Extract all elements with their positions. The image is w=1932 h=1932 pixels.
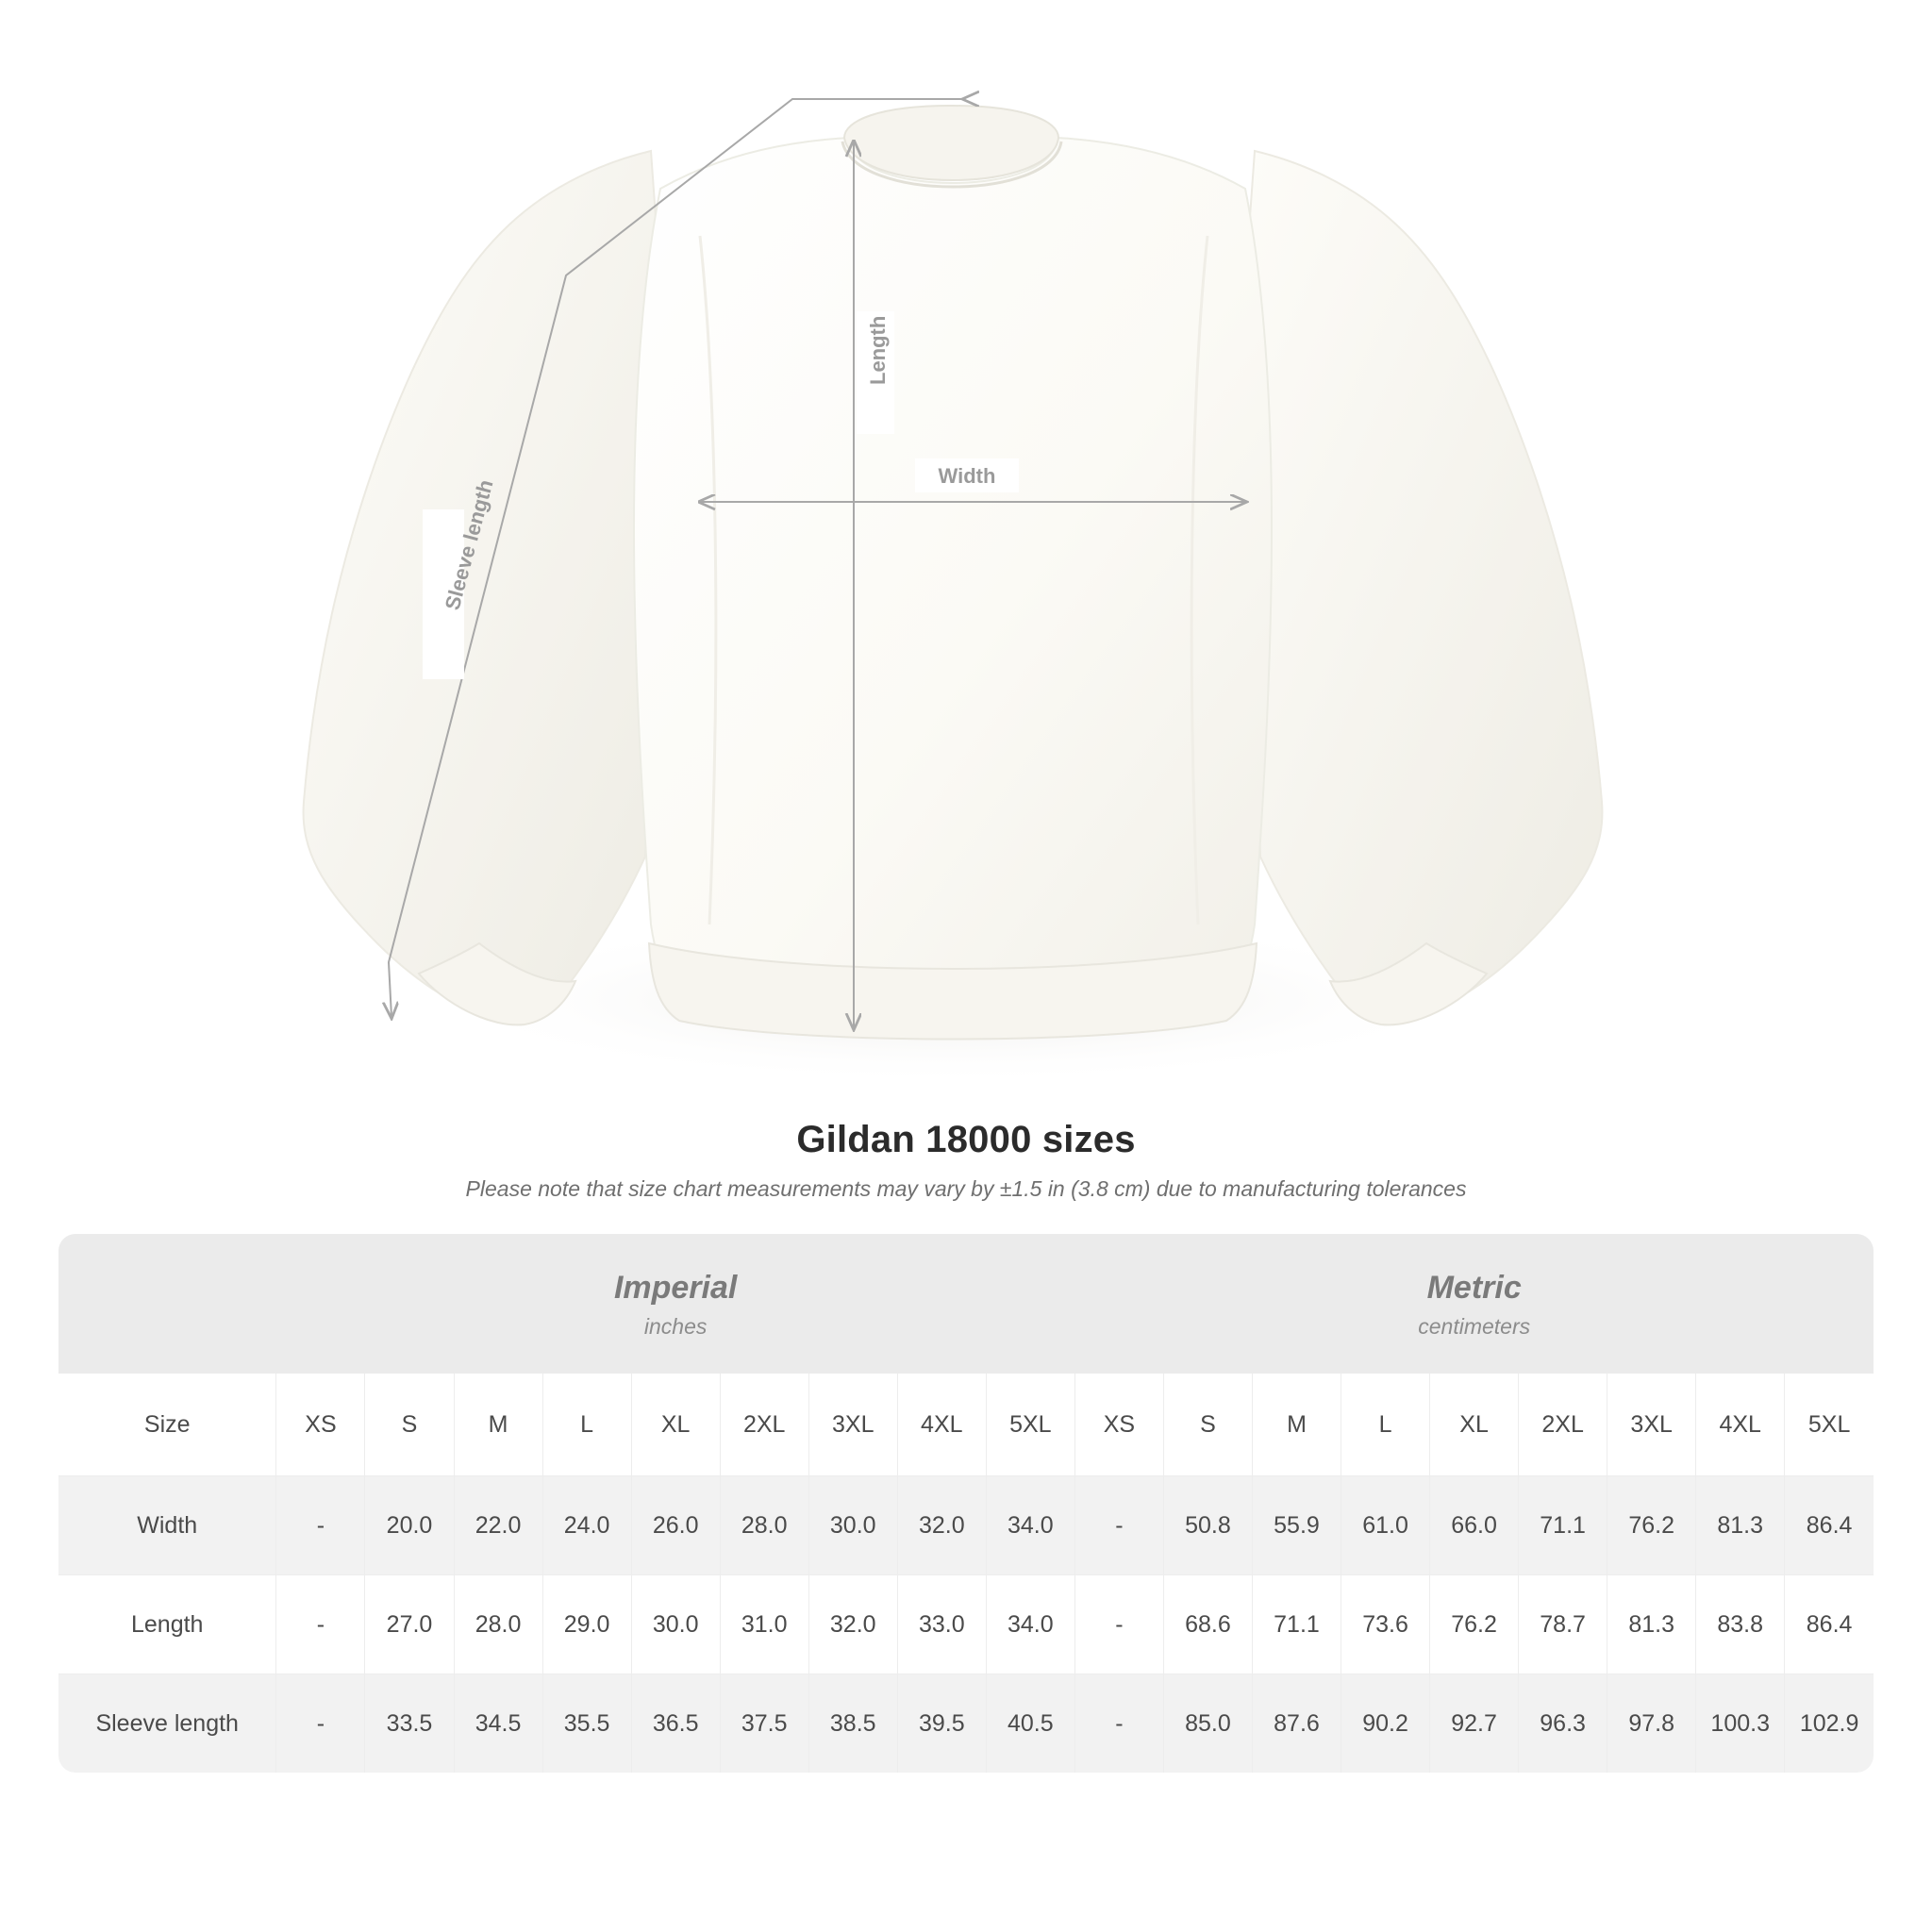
header-size-l-imperial: L	[542, 1374, 631, 1476]
unit-group-metric	[1074, 1234, 1874, 1374]
cell-sleeve-4: 36.5	[631, 1674, 720, 1774]
cell-length-8: 34.0	[986, 1575, 1074, 1674]
cell-sleeve-9: -	[1074, 1674, 1163, 1774]
header-size-xs-imperial: XS	[276, 1374, 365, 1476]
header-size-4xl-imperial: 4XL	[897, 1374, 986, 1476]
cell-length-17: 86.4	[1785, 1575, 1874, 1674]
tolerance-note: Please note that size chart measurements may vary by ±1.5 in (3.8 cm) due to manufacturing tolerances	[465, 1176, 1467, 1201]
cell-width-14: 71.1	[1519, 1476, 1607, 1575]
cell-length-15: 81.3	[1607, 1575, 1696, 1674]
sweatshirt-graphic	[304, 106, 1603, 1040]
cell-width-13: 66.0	[1430, 1476, 1519, 1575]
header-size-s-metric: S	[1163, 1374, 1252, 1476]
cell-sleeve-1: 33.5	[365, 1674, 454, 1774]
row-label-length: Length	[58, 1575, 276, 1674]
cell-width-12: 61.0	[1341, 1476, 1430, 1575]
size-table	[58, 1234, 1874, 1773]
cell-sleeve-8: 40.5	[986, 1674, 1074, 1774]
unit-metric-sub: centimeters	[1418, 1313, 1531, 1339]
cell-length-6: 32.0	[808, 1575, 897, 1674]
width-label: Width	[938, 464, 996, 488]
cell-width-0: -	[276, 1476, 365, 1575]
cell-width-3: 24.0	[542, 1476, 631, 1575]
cell-sleeve-14: 96.3	[1519, 1674, 1607, 1774]
header-size-s-imperial: S	[365, 1374, 454, 1476]
cell-sleeve-0: -	[276, 1674, 365, 1774]
cell-width-8: 34.0	[986, 1476, 1074, 1575]
header-size-3xl-metric: 3XL	[1607, 1374, 1696, 1476]
cell-length-5: 31.0	[720, 1575, 808, 1674]
cell-length-3: 29.0	[542, 1575, 631, 1674]
row-label-width: Width	[58, 1476, 276, 1575]
table-header-row	[58, 1374, 1874, 1476]
cell-sleeve-6: 38.5	[808, 1674, 897, 1774]
cell-width-16: 81.3	[1696, 1476, 1785, 1575]
header-size-3xl-imperial: 3XL	[808, 1374, 897, 1476]
cell-length-13: 76.2	[1430, 1575, 1519, 1674]
cell-length-14: 78.7	[1519, 1575, 1607, 1674]
unit-metric-label: Metric	[1426, 1270, 1522, 1307]
cell-width-17: 86.4	[1785, 1476, 1874, 1575]
cell-width-10: 50.8	[1163, 1476, 1252, 1575]
cell-width-6: 30.0	[808, 1476, 897, 1575]
table-row	[58, 1575, 1874, 1674]
header-size-m-imperial: M	[454, 1374, 542, 1476]
table-row	[58, 1674, 1874, 1774]
unit-group-imperial	[276, 1234, 1074, 1374]
cell-sleeve-13: 92.7	[1430, 1674, 1519, 1774]
length-label: Length	[866, 315, 890, 385]
cell-length-10: 68.6	[1163, 1575, 1252, 1674]
cell-length-0: -	[276, 1575, 365, 1674]
cell-sleeve-5: 37.5	[720, 1674, 808, 1774]
row-label-sleeve-length: Sleeve length	[58, 1674, 276, 1774]
header-size: Size	[58, 1374, 276, 1476]
header-size-5xl-metric: 5XL	[1785, 1374, 1874, 1476]
header-size-xl-imperial: XL	[631, 1374, 720, 1476]
cell-sleeve-12: 90.2	[1341, 1674, 1430, 1774]
cell-sleeve-17: 102.9	[1785, 1674, 1874, 1774]
cell-sleeve-15: 97.8	[1607, 1674, 1696, 1774]
unit-imperial-label: Imperial	[613, 1270, 738, 1307]
table-row	[58, 1476, 1874, 1575]
header-size-xs-metric: XS	[1074, 1374, 1163, 1476]
cell-width-4: 26.0	[631, 1476, 720, 1575]
cell-sleeve-2: 34.5	[454, 1674, 542, 1774]
unit-imperial-sub: inches	[643, 1313, 708, 1339]
cell-width-11: 55.9	[1252, 1476, 1341, 1575]
unit-banner-row	[58, 1234, 1874, 1374]
title-block	[0, 1119, 1932, 1202]
cell-width-5: 28.0	[720, 1476, 808, 1575]
cell-length-12: 73.6	[1341, 1575, 1430, 1674]
size-table-wrapper	[58, 1234, 1874, 1773]
cell-width-7: 32.0	[897, 1476, 986, 1575]
cell-width-1: 20.0	[365, 1476, 454, 1575]
header-size-m-metric: M	[1252, 1374, 1341, 1476]
cell-length-7: 33.0	[897, 1575, 986, 1674]
cell-sleeve-11: 87.6	[1252, 1674, 1341, 1774]
sleeve-length-label: Sleeve length	[440, 476, 498, 613]
header-size-2xl-metric: 2XL	[1519, 1374, 1607, 1476]
cell-length-2: 28.0	[454, 1575, 542, 1674]
cell-length-16: 83.8	[1696, 1575, 1785, 1674]
cell-sleeve-10: 85.0	[1163, 1674, 1252, 1774]
page-title: Gildan 18000 sizes	[796, 1119, 1136, 1160]
cell-sleeve-7: 39.5	[897, 1674, 986, 1774]
table-corner-cell	[58, 1234, 276, 1374]
cell-sleeve-3: 35.5	[542, 1674, 631, 1774]
cell-length-11: 71.1	[1252, 1575, 1341, 1674]
header-size-5xl-imperial: 5XL	[986, 1374, 1074, 1476]
cell-width-15: 76.2	[1607, 1476, 1696, 1575]
header-size-xl-metric: XL	[1430, 1374, 1519, 1476]
cell-width-9: -	[1074, 1476, 1163, 1575]
header-size-2xl-imperial: 2XL	[720, 1374, 808, 1476]
cell-sleeve-16: 100.3	[1696, 1674, 1785, 1774]
cell-width-2: 22.0	[454, 1476, 542, 1575]
cell-length-1: 27.0	[365, 1575, 454, 1674]
header-size-l-metric: L	[1341, 1374, 1430, 1476]
header-size-4xl-metric: 4XL	[1696, 1374, 1785, 1476]
cell-length-9: -	[1074, 1575, 1163, 1674]
cell-length-4: 30.0	[631, 1575, 720, 1674]
